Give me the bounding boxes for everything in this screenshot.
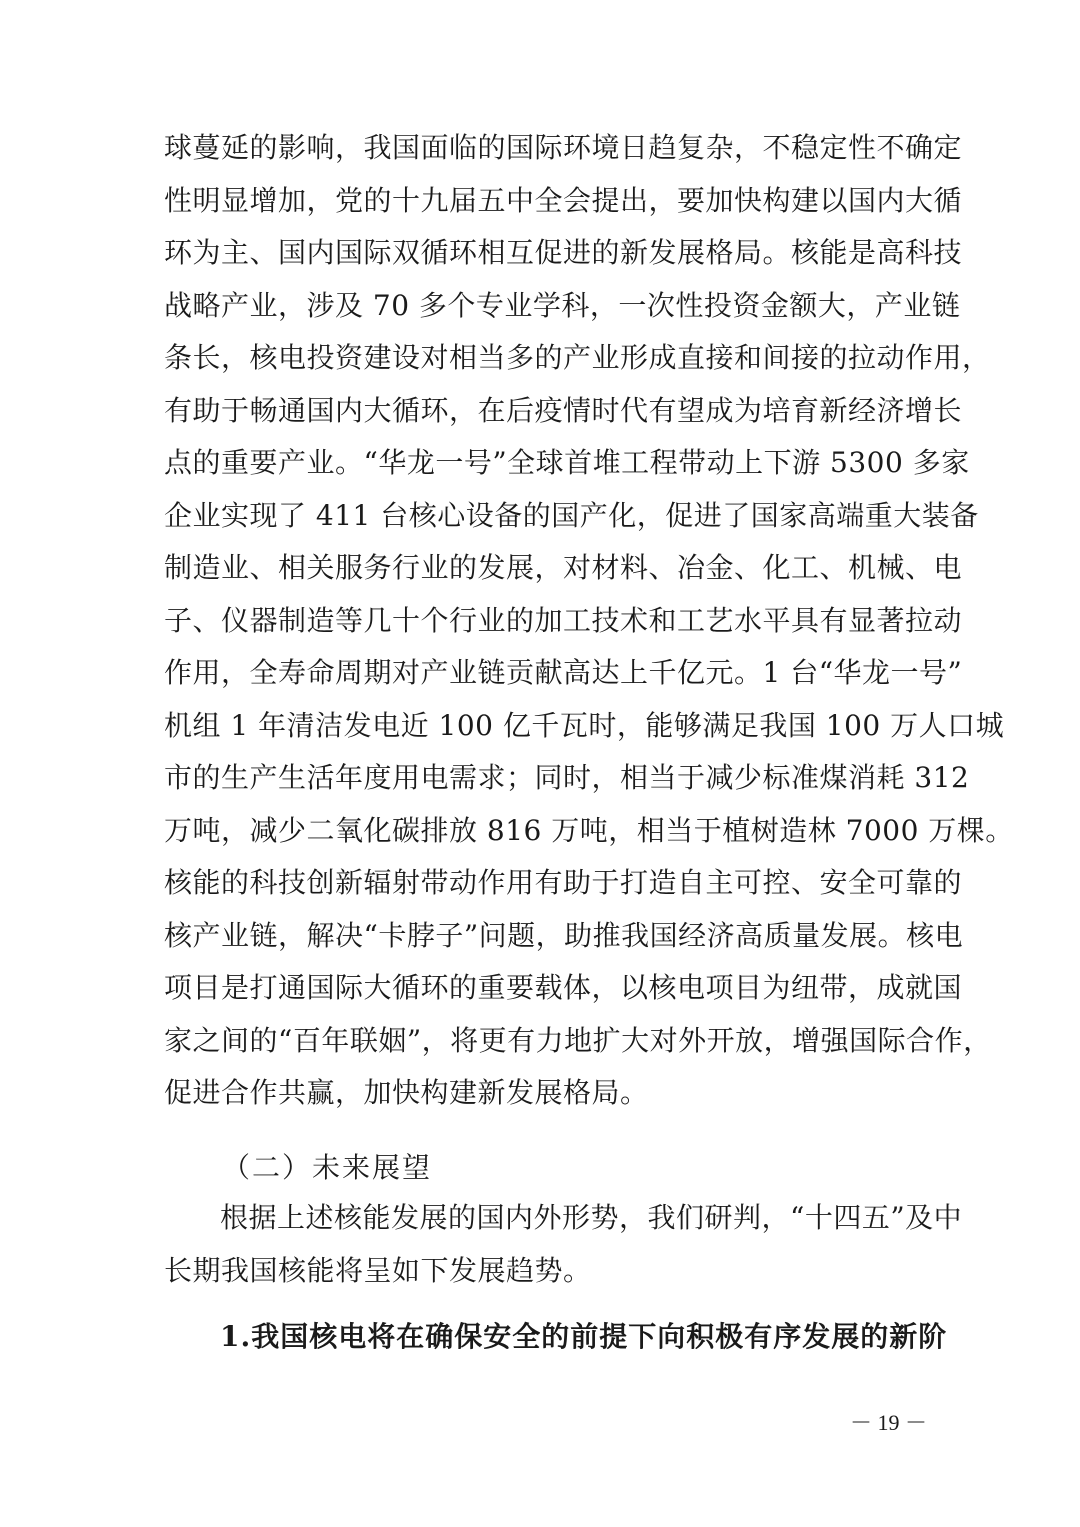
paragraph-line: 环为主、国内国际双循环相互促进的新发展格局。核能是高科技 (164, 236, 963, 269)
paragraph-line: 点的重要产业。“华龙一号”全球首堆工程带动上下游 5300 多家 (164, 446, 970, 479)
paragraph-line: 促进合作共赢，加快构建新发展格局。 (164, 1076, 649, 1109)
paragraph-line: 万吨，减少二氧化碳排放 816 万吨，相当于植树造林 7000 万棵。 (164, 813, 1014, 847)
paragraph-line: 条长，核电投资建设对相当多的产业形成直接和间接的拉动作用， (164, 341, 991, 374)
paragraph-line: 战略产业，涉及 70 多个专业学科，一次性投资金额大，产业链 (164, 288, 961, 322)
paragraph-line: 项目是打通国际大循环的重要载体，以核电项目为纽带，成就国 (164, 971, 963, 1004)
paragraph-line: 作用，全寿命周期对产业链贡献高达上千亿元。1 台“华龙一号” (164, 656, 963, 689)
intro-paragraph-line-2: 长期我国核能将呈如下发展趋势。 (164, 1254, 592, 1287)
paragraph-line: 核产业链，解决“卡脖子”问题，助推我国经济高质量发展。核电 (164, 918, 964, 952)
paragraph-line: 家之间的“百年联姻”，将更有力地扩大对外开放，增强国际合作， (164, 1023, 992, 1057)
paragraph-line: 制造业、相关服务行业的发展，对材料、冶金、化工、机械、电 (164, 551, 963, 584)
intro-paragraph-line-1: 根据上述核能发展的国内外形势，我们研判，“十四五”及中 (220, 1201, 963, 1234)
paragraph-line: 球蔓延的影响，我国面临的国际环境日趋复杂，不稳定性不确定 (164, 131, 963, 164)
section-heading: （二）未来展望 (222, 1151, 433, 1184)
numbered-bold-heading: 1.我国核电将在确保安全的前提下向积极有序发展的新阶 (220, 1320, 948, 1353)
paragraph-line: 市的生产生活年度用电需求；同时，相当于减少标准煤消耗 312 (164, 761, 970, 794)
paragraph-line: 核能的科技创新辐射带动作用有助于打造自主可控、安全可靠的 (164, 866, 963, 899)
paragraph-line: 有助于畅通国内大循环，在后疫情时代有望成为培育新经济增长 (164, 393, 963, 427)
paragraph-line: 企业实现了 411 台核心设备的国产化，促进了国家高端重大装备 (164, 498, 979, 532)
paragraph-line: 机组 1 年清洁发电近 100 亿千瓦时，能够满足我国 100 万人口城 (164, 708, 1005, 742)
paragraph-line: 子、仪器制造等几十个行业的加工技术和工艺水平具有显著拉动 (164, 603, 963, 637)
paragraph-line: 性明显增加，党的十九届五中全会提出，要加快构建以国内大循 (164, 183, 963, 217)
page-number: － 19 － (850, 1410, 928, 1435)
